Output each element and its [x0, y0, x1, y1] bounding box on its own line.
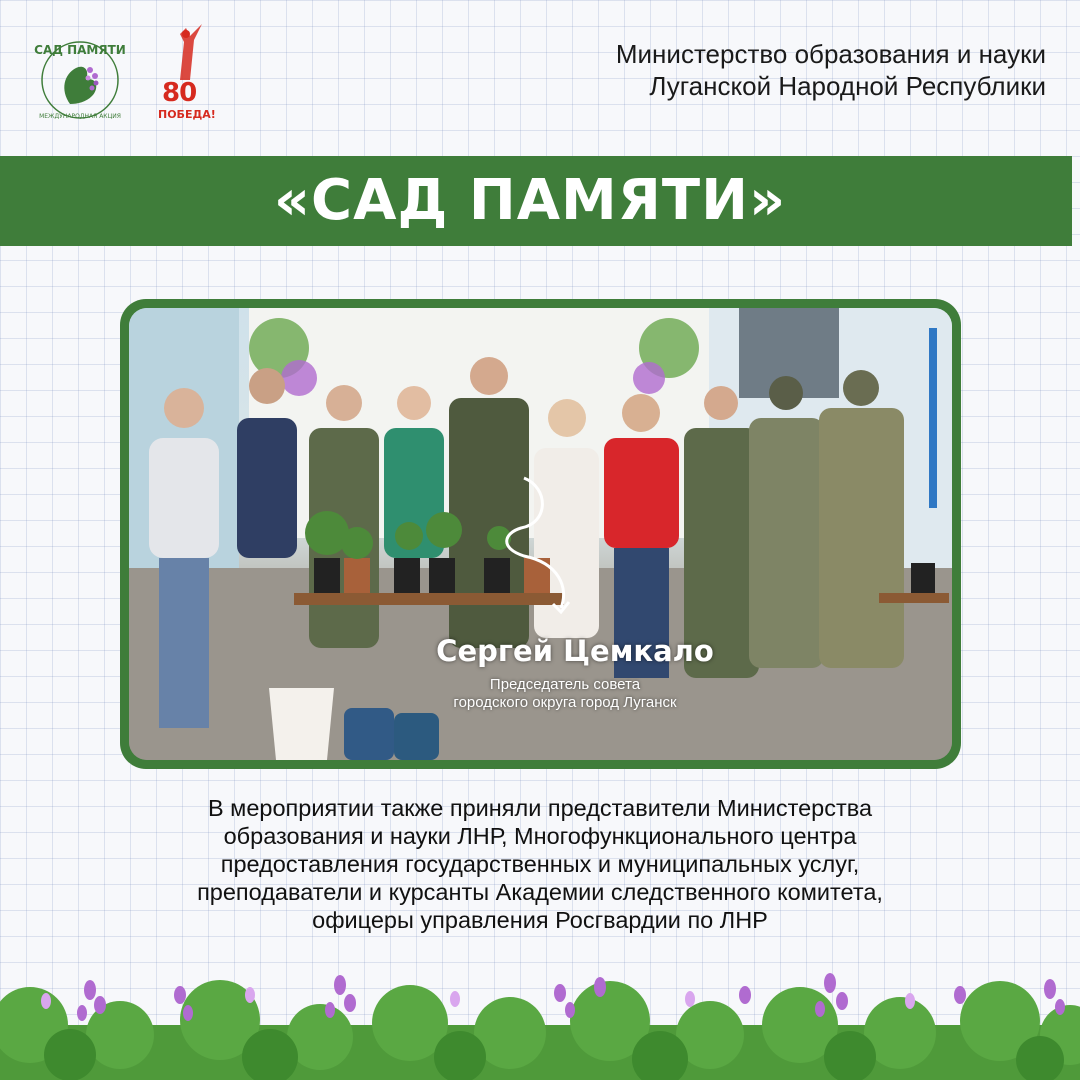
- sad-pamyati-logo: [30, 30, 130, 122]
- victory-number: 80: [162, 78, 197, 108]
- description-line-5: офицеры управления Росгвардии по ЛНР: [312, 907, 768, 933]
- description-line-4: преподаватели и курсанты Академии следственного комитета,: [197, 879, 883, 905]
- event-photo: [129, 308, 952, 760]
- person-name: Сергей Цемкало: [436, 634, 714, 668]
- person-role-line-2: городского округа город Луганск: [453, 694, 677, 711]
- event-description: [90, 794, 990, 934]
- person-role: [405, 676, 725, 712]
- logo-ring-text: МЕЖДУНАРОДНАЯ АКЦИЯ: [39, 113, 121, 120]
- description-line-1: В мероприятии также приняли представители Министерства: [207, 795, 873, 821]
- victory-caption: ПОБЕДА!: [158, 108, 216, 121]
- page-title: «САД ПАМЯТИ»: [273, 168, 787, 233]
- title-banner: [0, 156, 1072, 246]
- ministry-line-1: Министерство образования и науки: [615, 39, 1046, 69]
- person-role-line-1: Председатель совета: [489, 676, 641, 693]
- ministry-line-2: Луганской Народной Республики: [649, 71, 1046, 101]
- logo-title: САД ПАМЯТИ: [34, 43, 126, 57]
- event-photo-frame: [120, 299, 961, 769]
- description-line-3: предоставления государственных и муниципальных услуг,: [220, 851, 860, 877]
- victory-80-logo: [150, 22, 216, 126]
- ministry-header: [486, 38, 1046, 102]
- lilac-foliage-decoration: [0, 965, 1080, 1080]
- description-line-2: образования и науки ЛНР, Многофункционального центра: [223, 823, 857, 849]
